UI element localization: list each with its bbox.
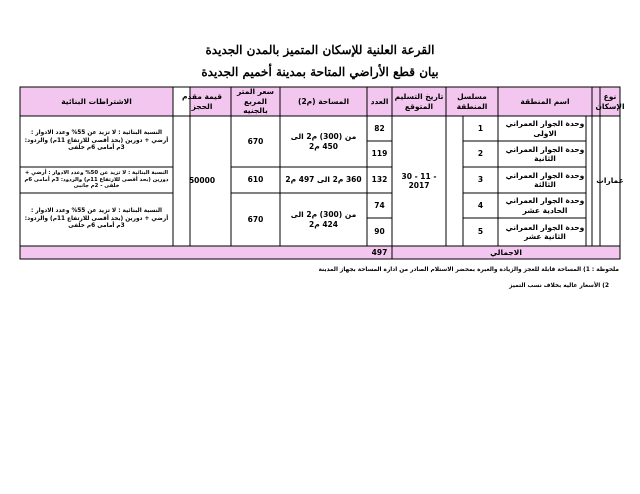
group-conditions: النسبة البنائية : لا تزيد عن 55% وعدد الادوار : أرضي + دورين (بحد أقصى للارتفاع 11م) والردود: 3م أمامى 6م خلفى (24, 208, 169, 230)
group-conditions: النسبة البنائية : لا تزيد عن 55% وعدد الادوار : أرضي + دورين (بحد أقصى للارتفاع 11م) والردود: 3م أمامى 6م خلفى (24, 130, 169, 152)
header-area: المساحة (م2) (298, 96, 350, 106)
header-region-name: اسم المنطقة (520, 96, 570, 106)
table-row-no: 3 (477, 175, 484, 185)
header-conditions: الاشتراطات البنائية (61, 96, 132, 106)
header-delivery-date: تاريخ التسليم المتوقع (394, 92, 444, 111)
table-row-count: 74 (374, 200, 385, 210)
table-row-no: 1 (477, 123, 484, 133)
header-deposit: قيمة مقدم الحجز (181, 92, 223, 111)
table-row-region: وحدة الجوار العمراني الحادية عشر (505, 196, 585, 215)
group-area: 360 م2 الى 497 م2 (285, 175, 362, 185)
total-value: 497 (371, 247, 388, 257)
group-area: من (300) م2 الى 450 م2 (290, 132, 357, 151)
page-subtitle: بيان قطع الأراضي المتاحة بمدينة أخميم الجديدة (201, 65, 439, 79)
note-1: ملحوظة : 1) المساحة قابلة للعجز والزيادة والعبرة بمحضر الاستلام الصادر من ادارة المساحة بجهاز المدينة (318, 267, 619, 273)
page-title: القرعة العلنية للإسكان المتميز بالمدن الجديدة (205, 43, 435, 57)
table-row-count: 132 (371, 175, 388, 185)
group-price: 670 (247, 136, 264, 146)
table-row-region: وحدة الجوار العمراني الثانية عشر (505, 222, 585, 241)
table-row-no: 4 (477, 200, 484, 210)
group-price: 610 (247, 175, 264, 185)
table-row-count: 82 (374, 123, 385, 133)
deposit-value: 50000 (188, 176, 216, 186)
table-row-count: 90 (374, 227, 385, 237)
total-label: الاجمالي (490, 247, 522, 257)
header-price: سعر المتر المربع بالجنيه (236, 87, 275, 116)
table-row-count: 119 (371, 149, 388, 159)
group-conditions: النسبة البنائية : لا تزيد عن 50% وعدد الادوار : أرضي + دورين (بحد أقصى للارتفاع 11م) والردود: 3م أمامى 6م خلفى - 2م جانبى (24, 169, 169, 190)
table-row-region: وحدة الجوار العمراني الاولى (505, 119, 585, 138)
group-area: من (300) م2 الى 424 م2 (290, 210, 357, 229)
delivery-date-value: 30 - 11 - 2017 (401, 171, 437, 190)
housing-type-value: عمارات (596, 176, 624, 186)
table-row-region: وحدة الجوار العمراني الثالثة (505, 170, 585, 189)
table-row-no: 5 (477, 227, 484, 237)
note-2: 2) الأسعار عاليه بخلاف نسب التميز (509, 283, 609, 289)
header-region-no: مسلسل المنطقة (456, 92, 488, 111)
table-row-region: وحدة الجوار العمراني الثانية (505, 144, 585, 163)
table-row-no: 2 (477, 149, 484, 159)
header-housing-type: نوع الإسكان (595, 92, 625, 111)
header-count: العدد (370, 96, 389, 106)
group-price: 670 (247, 214, 264, 224)
